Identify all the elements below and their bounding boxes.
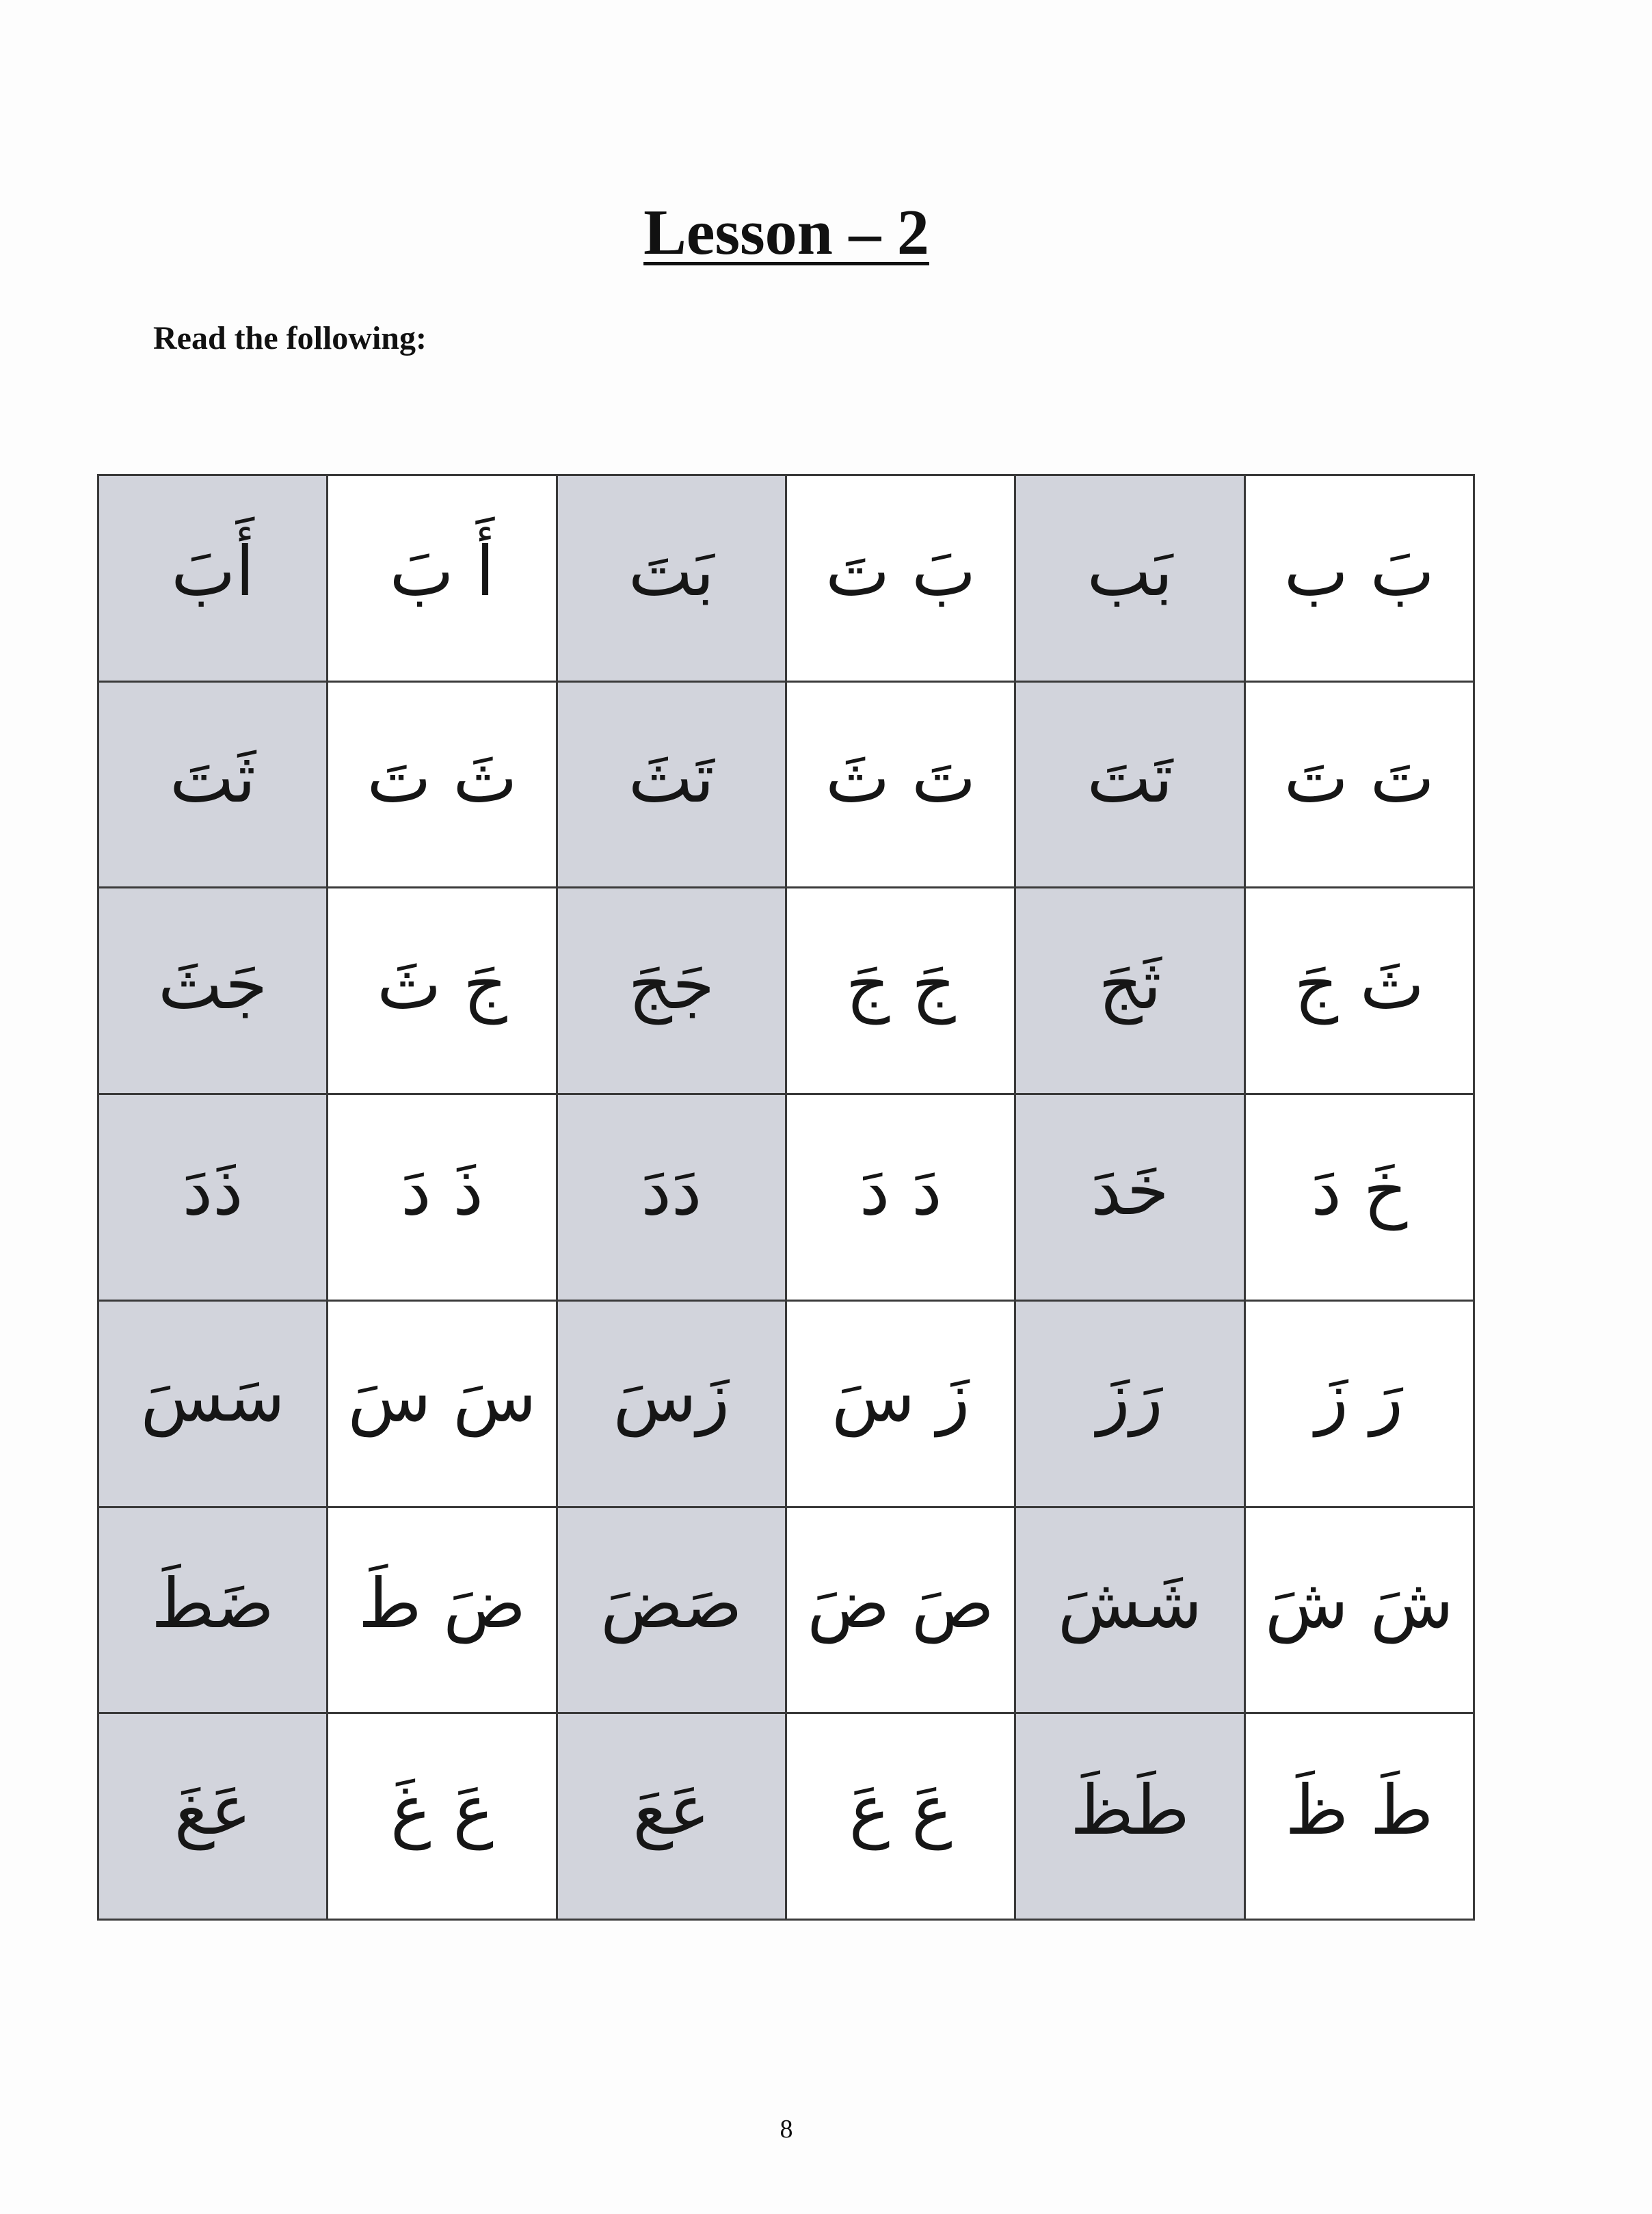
- grid-cell: بَ ب: [1244, 475, 1474, 682]
- grid-cell: شَشَ: [1015, 1507, 1244, 1713]
- grid-cell: بَ تَ: [786, 475, 1015, 682]
- grid-cell: ثَ جَ: [1244, 888, 1474, 1094]
- letter-grid: [97, 474, 1475, 1921]
- grid-cell: طَظَ: [1015, 1713, 1244, 1920]
- grid-cell: تَتَ: [1015, 681, 1244, 888]
- grid-cell: عَغَ: [98, 1713, 328, 1920]
- grid-cell: طَ ظَ: [1244, 1713, 1474, 1920]
- grid-cell: ضَ طَ: [328, 1507, 557, 1713]
- grid-cell: ثَ تَ: [328, 681, 557, 888]
- grid-cell: ضَطَ: [98, 1507, 328, 1713]
- grid-cell: تَثَ: [557, 681, 786, 888]
- grid-cell: جَ ثَ: [328, 888, 557, 1094]
- grid-cell: صَ ضَ: [786, 1507, 1015, 1713]
- grid-cell: رَ زَ: [1244, 1300, 1474, 1507]
- lesson-title-text: Lesson – 2: [643, 197, 929, 268]
- grid-cell: زَسَ: [557, 1300, 786, 1507]
- grid-cell: جَجَ: [557, 888, 786, 1094]
- grid-cell: ذَدَ: [98, 1094, 328, 1301]
- grid-cell: دَ دَ: [786, 1094, 1015, 1301]
- grid-cell: سَ سَ: [328, 1300, 557, 1507]
- grid-cell: دَدَ: [557, 1094, 786, 1301]
- grid-row: [98, 888, 1474, 1094]
- grid-row: [98, 475, 1474, 682]
- grid-cell: رَزَ: [1015, 1300, 1244, 1507]
- grid-cell: سَسَ: [98, 1300, 328, 1507]
- page-number: 8: [780, 2115, 793, 2144]
- grid-cell: عَ غَ: [328, 1713, 557, 1920]
- grid-cell: خَدَ: [1015, 1094, 1244, 1301]
- grid-cell: عَ عَ: [786, 1713, 1015, 1920]
- lesson-title: [0, 195, 1573, 270]
- grid-row: [98, 1094, 1474, 1301]
- grid-cell: تَ تَ: [1244, 681, 1474, 888]
- grid-cell: عَعَ: [557, 1713, 786, 1920]
- grid-cell: ذَ دَ: [328, 1094, 557, 1301]
- grid-cell: خَ دَ: [1244, 1094, 1474, 1301]
- grid-cell: جَ جَ: [786, 888, 1015, 1094]
- grid-cell: ثَتَ: [98, 681, 328, 888]
- grid-row: [98, 681, 1474, 888]
- grid-row: [98, 1507, 1474, 1713]
- grid-cell: أَ بَ: [328, 475, 557, 682]
- grid-row: [98, 1300, 1474, 1507]
- grid-cell: زَ سَ: [786, 1300, 1015, 1507]
- grid-cell: أَبَ: [98, 475, 328, 682]
- grid-cell: شَ شَ: [1244, 1507, 1474, 1713]
- grid-cell: جَثَ: [98, 888, 328, 1094]
- grid-cell: صَضَ: [557, 1507, 786, 1713]
- grid-row: [98, 1713, 1474, 1920]
- grid-cell: بَتَ: [557, 475, 786, 682]
- grid-cell: تَ ثَ: [786, 681, 1015, 888]
- instruction-text: Read the following:: [153, 320, 427, 356]
- grid-cell: بَب: [1015, 475, 1244, 682]
- grid-cell: ثَجَ: [1015, 888, 1244, 1094]
